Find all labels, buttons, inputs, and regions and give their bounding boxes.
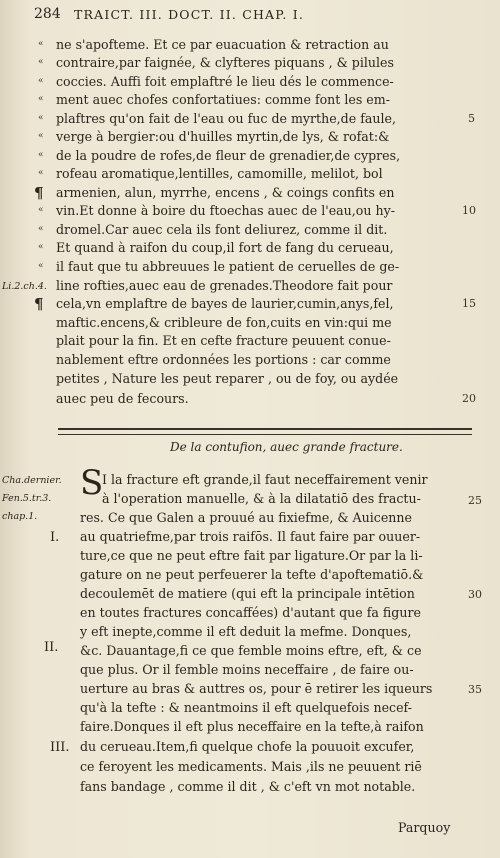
text-line: cela,vn emplaftre de bayes de laurier,cumin,anys,fel, xyxy=(56,296,394,311)
text-line: plaftres qu'on fait de l'eau ou fuc de myrthe,de faule, xyxy=(56,111,396,126)
text-line: &c. Dauantage,fi ce que femble moins eftre, eft, & ce xyxy=(80,643,422,658)
text-line: contraire,par faignée, & clyfteres piquans , & pilules xyxy=(56,55,394,70)
quote-mark: « xyxy=(38,150,44,160)
text-line: ne s'apofteme. Et ce par euacuation & retraction au xyxy=(56,37,389,52)
paragraph-mark: ¶ xyxy=(34,295,44,313)
quote-mark: « xyxy=(38,205,44,215)
text-line: du cerueau.Item,fi quelque chofe la pouuoit excufer, xyxy=(80,739,415,754)
text-line: ce feroyent les medicaments. Mais ,ils ne peuuent riē xyxy=(80,759,422,774)
text-line: vin.Et donne à boire du ftoechas auec de l'eau,ou hy- xyxy=(56,203,395,218)
margin-roman-numeral: I. xyxy=(50,530,60,545)
quote-mark: « xyxy=(38,168,44,178)
section-divider xyxy=(58,428,472,435)
line-number: 20 xyxy=(462,392,476,405)
quote-mark: « xyxy=(38,242,44,252)
margin-reference: Li.2.ch.4. xyxy=(2,281,47,292)
quote-mark: « xyxy=(38,261,44,271)
margin-roman-numeral: III. xyxy=(50,740,70,755)
text-line: verge à bergier:ou d'huilles myrtin,de lys, & rofat:& xyxy=(56,129,390,144)
margin-reference: chap.1. xyxy=(2,511,38,522)
margin-roman-numeral: II. xyxy=(44,640,59,655)
quote-mark: « xyxy=(38,224,44,234)
line-number: 25 xyxy=(468,494,482,507)
text-line: ture,ce que ne peut eftre fait par ligature.Or par la li- xyxy=(80,548,423,563)
page-number: 284 xyxy=(34,6,61,22)
text-line: line rofties,auec eau de grenades.Theodore fait pour xyxy=(56,278,393,293)
running-title: TRAICT. III. DOCT. II. CHAP. I. xyxy=(74,7,305,22)
running-header xyxy=(34,4,474,26)
text-line: que plus. Or il femble moins neceffaire , de faire ou- xyxy=(80,662,414,677)
quote-mark: « xyxy=(38,39,44,49)
text-line: de la poudre de rofes,de fleur de grenadier,de cypres, xyxy=(56,148,401,163)
text-line: fans bandage , comme il dit , & c'eft vn mot notable. xyxy=(80,779,416,794)
text-line: ment auec chofes confortatiues: comme font les em- xyxy=(56,92,390,107)
catchword: Parquoy xyxy=(398,820,451,835)
text-line: qu'à la tefte : & neantmoins il eft quelquefois necef- xyxy=(80,700,413,715)
text-line: y eft inepte,comme il eft deduit la mefme. Donques, xyxy=(80,624,412,639)
text-line: nablement eftre ordonnées les portions : car comme xyxy=(56,352,391,367)
text-line: coccies. Auffi foit emplaftré le lieu dés le commence- xyxy=(56,74,394,89)
text-line: uerture au bras & auttres os, pour ē retirer les iqueurs xyxy=(80,681,433,696)
text-line: auec peu de fecours. xyxy=(56,391,189,406)
text-line: plait pour la fin. Et en cefte fracture peuuent conue- xyxy=(56,333,391,348)
paragraph-mark: ¶ xyxy=(34,184,44,202)
section-heading: De la contufion, auec grande fracture. xyxy=(170,440,403,454)
margin-reference: Fen.5.tr.3. xyxy=(2,493,52,504)
margin-reference: Cha.dernier. xyxy=(2,475,62,486)
quote-mark: « xyxy=(38,57,44,67)
quote-mark: « xyxy=(38,113,44,123)
line-number: 30 xyxy=(468,588,482,601)
text-line: res. Ce que Galen a prouué au fixiefme, & Auicenne xyxy=(80,510,412,525)
line-number: 10 xyxy=(462,204,476,217)
drop-capital: S xyxy=(80,463,104,503)
text-line: il faut que tu abbreuues le patient de ceruelles de ge- xyxy=(56,259,400,274)
line-number: 35 xyxy=(468,683,482,696)
quote-mark: « xyxy=(38,76,44,86)
text-line: au quatriefme,par trois raifōs. Il faut faire par ouuer- xyxy=(80,529,421,544)
text-line: en toutes fractures concaffées) d'autant que fa figure xyxy=(80,605,421,620)
line-number: 5 xyxy=(468,112,475,125)
text-line: I la fracture eft grande,il faut neceffairement venir xyxy=(102,472,428,487)
text-line: armenien, alun, myrrhe, encens , & coings confits en xyxy=(56,185,395,200)
text-line: dromel.Car auec cela ils font deliurez, comme il dit. xyxy=(56,222,388,237)
text-line: Et quand à raifon du coup,il fort de fang du cerueau, xyxy=(56,240,394,255)
text-line: gature on ne peut perfeuerer la tefte d'apoftematiō.& xyxy=(80,567,424,582)
text-line: decoulemēt de matiere (qui eft la principale intētion xyxy=(80,586,415,601)
text-line: rofeau aromatique,lentilles, camomille, melilot, bol xyxy=(56,166,383,181)
quote-mark: « xyxy=(38,131,44,141)
quote-mark: « xyxy=(38,94,44,104)
text-line: faire.Donques il eft plus neceffaire en la tefte,à raifon xyxy=(80,719,424,734)
text-line: maftic.encens,& cribleure de fon,cuits en vin:qui me xyxy=(56,315,392,330)
text-line: à l'operation manuelle, & à la dilatatiō des fractu- xyxy=(102,491,421,506)
text-line: petites , Nature les peut reparer , ou de foy, ou aydée xyxy=(56,371,399,386)
line-number: 15 xyxy=(462,297,476,310)
